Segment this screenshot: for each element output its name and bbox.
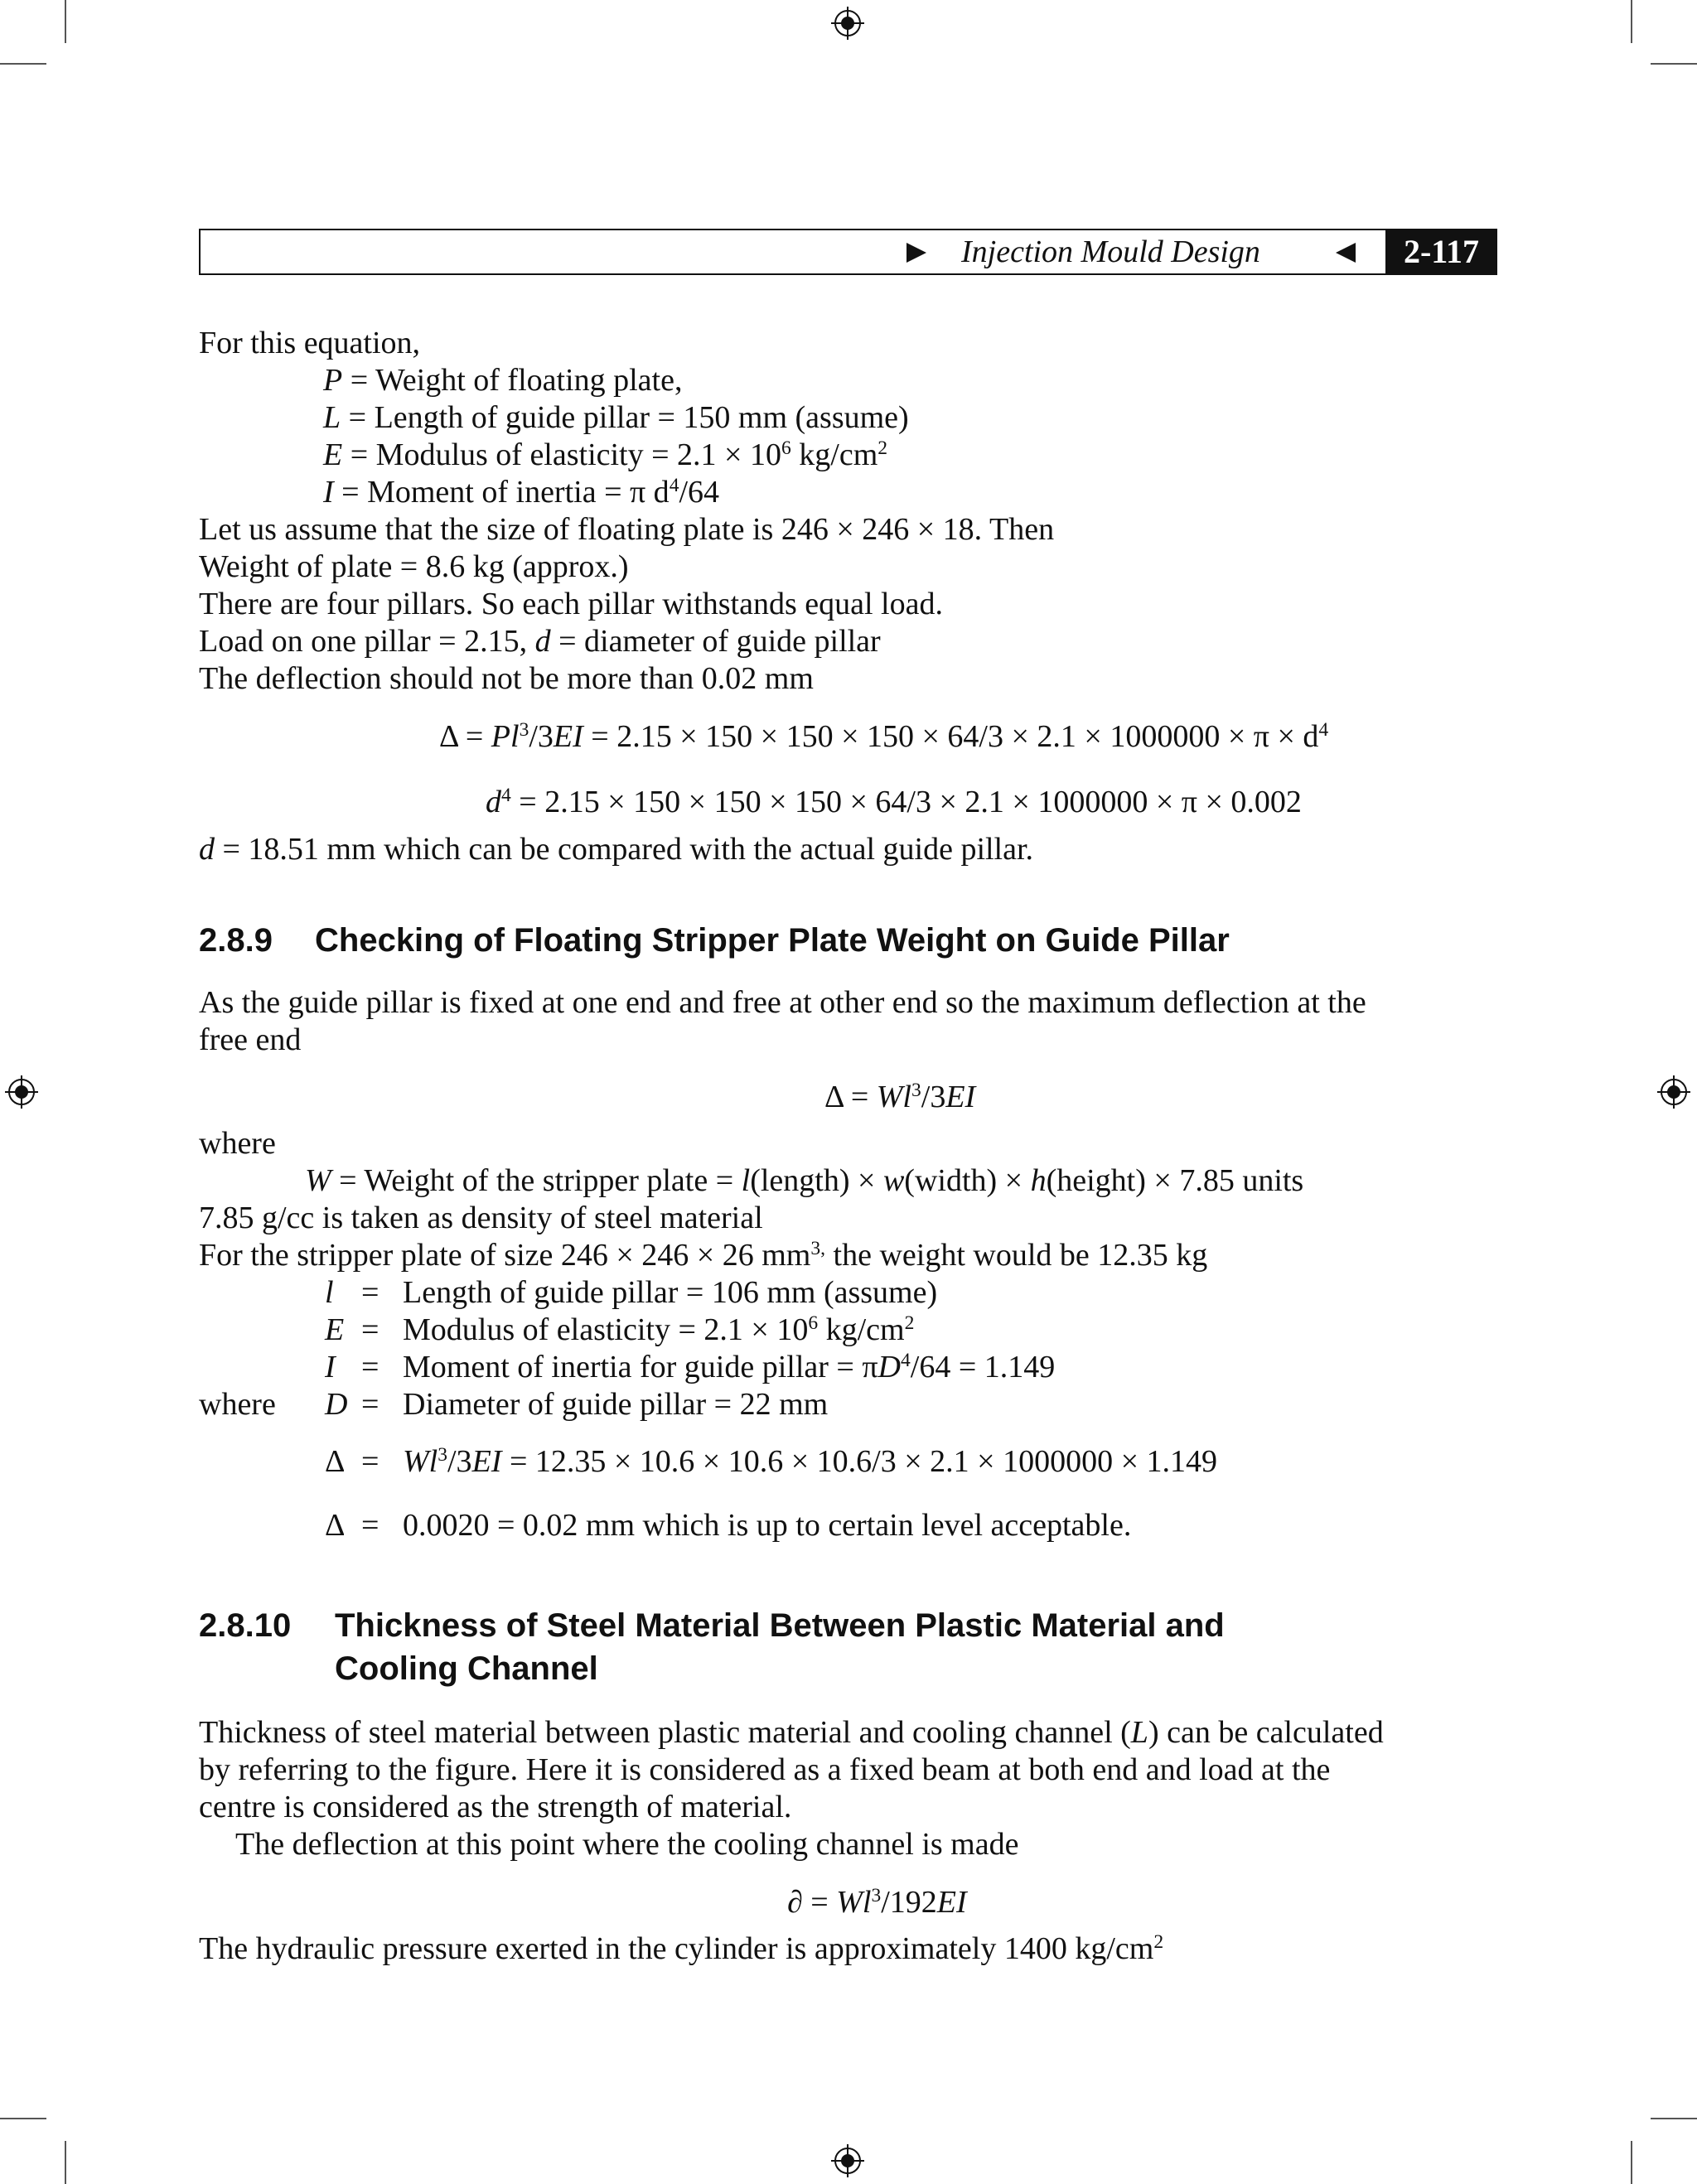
text-line: Load on one pillar = 2.15, d = diameter of guide pillar: [199, 624, 881, 659]
section-heading-2-8-10: [199, 1607, 1225, 1645]
registration-mark-icon: [831, 7, 864, 40]
right-triangle-icon: [907, 243, 926, 263]
section-title-line2: Cooling Channel: [335, 1650, 598, 1687]
section-heading-2-8-9: [199, 922, 1230, 959]
section-number: 2.8.9: [199, 922, 273, 959]
definition-p: P = Weight of floating plate,: [323, 363, 683, 398]
crop-mark: [1631, 2141, 1632, 2184]
equation-cantilever: $\Delta = Wl^3/3EI$: [824, 1080, 976, 1114]
where-label: where: [199, 1126, 276, 1161]
left-triangle-icon: [1336, 243, 1356, 263]
registration-mark-icon: [1657, 1075, 1690, 1109]
equation-deflection: $\Delta = Pl^3/3EI = 2.15 \times 150 \times 150 \times 150 \times 64/3 \times 2.1 \times 1000000 \times \pi \times d^4$: [439, 719, 1329, 754]
section-title-line1: Thickness of Steel Material Between Plastic Material and: [335, 1607, 1225, 1644]
paragraph-line: free end: [199, 1022, 302, 1057]
paragraph-line: centre is considered as the strength of material.: [199, 1790, 792, 1824]
text-line: Let us assume that the size of floating plate is 246 × 246 × 18. Then: [199, 512, 1055, 547]
text-line: The hydraulic pressure exerted in the cylinder is approximately 1400 $kg/cm^2$: [199, 1931, 1164, 1966]
intro-line: For this equation,: [199, 326, 421, 360]
running-header-frame: [199, 229, 1497, 275]
text-line: 7.85 g/cc is taken as density of steel material: [199, 1201, 763, 1235]
definition-l: L = Length of guide pillar = 150 mm (assume): [323, 400, 909, 435]
section-title: Checking of Floating Stripper Plate Weight on Guide Pillar: [315, 922, 1230, 959]
crop-mark: [0, 63, 46, 65]
registration-mark-icon: [831, 2144, 864, 2177]
crop-mark: [65, 0, 66, 43]
text-line: There are four pillars. So each pillar withstands equal load.: [199, 587, 943, 621]
section-number: 2.8.10: [199, 1607, 292, 1644]
paragraph-line: As the guide pillar is fixed at one end and free at other end so the maximum deflection at the: [199, 985, 1366, 1020]
text-line: Weight of plate = 8.6 kg (approx.): [199, 549, 629, 584]
running-title: Injection Mould Design: [961, 234, 1260, 269]
paragraph-line: Thickness of steel material between plastic material and cooling channel (L) can be calculated: [199, 1715, 1384, 1750]
crop-mark: [0, 2118, 46, 2119]
text-line: The deflection should not be more than 0.02 mm: [199, 661, 814, 696]
definition-w: W = Weight of the stripper plate = l(length) × w(width) × h(height) × 7.85 units: [305, 1163, 1304, 1198]
registration-mark-icon: [5, 1075, 38, 1109]
paragraph-line: The deflection at this point where the cooling channel is made: [235, 1827, 1019, 1862]
crop-mark: [1651, 2118, 1697, 2119]
equation-fixed-beam: ∂ = $Wl^3/192EI$: [787, 1885, 967, 1920]
definition-e: E = Modulus of elasticity = $2.1 \times 10^6$ $kg/cm^2$: [323, 437, 888, 472]
page-number: 2-117: [1385, 229, 1497, 275]
text-line: For the stripper plate of size 246 × 246 × 26 $mm^{3,}$ the weight would be 12.35 kg: [199, 1238, 1208, 1273]
paragraph-line: by referring to the figure. Here it is considered as a fixed beam at both end and load at the: [199, 1752, 1331, 1787]
crop-mark: [65, 2141, 66, 2184]
crop-mark: [1651, 63, 1697, 65]
definition-i: I = Moment of inertia = π $d^4/64$: [323, 475, 720, 510]
result-line: d = 18.51 mm which can be compared with the actual guide pillar.: [199, 832, 1034, 867]
equation-d4: $d^4 = 2.15 \times 150 \times 150 \times 150 \times 64/3 \times 2.1 \times 1000000 \times \pi \times 0.002$: [486, 785, 1302, 819]
crop-mark: [1631, 0, 1632, 43]
